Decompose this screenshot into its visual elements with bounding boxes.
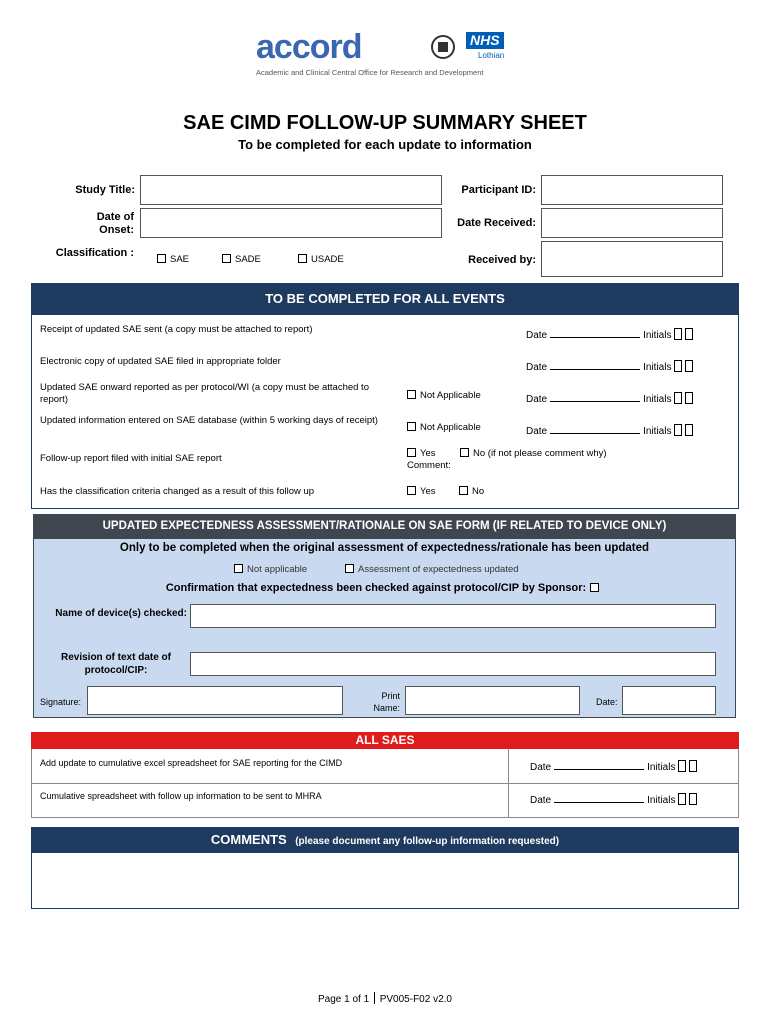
all-events-heading: TO BE COMPLETED FOR ALL EVENTS — [31, 283, 739, 315]
nhs-logo: NHS — [466, 32, 504, 49]
initial-box-icon[interactable] — [689, 760, 697, 772]
row-6-no[interactable]: No — [459, 486, 484, 498]
event-row-4-date[interactable]: Date Initials — [526, 424, 693, 437]
initial-box-icon[interactable] — [674, 392, 682, 404]
date-of-onset-field[interactable] — [140, 208, 442, 238]
footer — [0, 992, 770, 1005]
opt-assessment-updated[interactable]: Assessment of expectedness updated — [345, 564, 519, 576]
event-row-3-date[interactable]: Date Initials — [526, 392, 693, 405]
print-name-field[interactable] — [405, 686, 580, 715]
accord-logo — [256, 28, 516, 80]
sae-checkbox[interactable] — [157, 254, 166, 263]
initial-box-icon[interactable] — [678, 793, 686, 805]
all-saes-divider-h — [31, 783, 739, 784]
classification-label: Classification : — [55, 247, 134, 259]
yes-checkbox[interactable] — [407, 448, 416, 457]
event-row-2: Electronic copy of updated SAE filed in appropriate folder — [40, 356, 281, 367]
event-row-1: Receipt of updated SAE sent (a copy must be attached to report) — [40, 324, 313, 335]
classification-sade[interactable]: SADE — [222, 254, 261, 266]
sae-row-1-date[interactable]: Date Initials — [530, 760, 697, 773]
event-row-2-date[interactable]: Date Initials — [526, 360, 693, 373]
expectedness-note: Only to be completed when the original assessment of expectedness/rationale has been updated — [119, 542, 650, 554]
opt-not-applicable[interactable]: Not applicable — [234, 564, 307, 576]
date-label: Date: — [596, 697, 618, 707]
sade-checkbox[interactable] — [222, 254, 231, 263]
crest-icon — [428, 34, 458, 60]
event-row-1-date[interactable]: Date Initials — [526, 328, 693, 341]
initial-box-icon[interactable] — [685, 360, 693, 372]
date-field[interactable] — [622, 686, 716, 715]
not-applicable-checkbox[interactable] — [407, 390, 416, 399]
row-3-not-applicable[interactable]: Not Applicable — [407, 390, 481, 402]
nhs-region: Lothian — [478, 51, 505, 60]
form-code: PV005-F02 v2.0 — [379, 994, 452, 1005]
signature-field[interactable] — [87, 686, 343, 715]
received-by-label: Received by: — [468, 254, 536, 266]
date-received-label: Date Received: — [457, 217, 536, 229]
confirmation-line[interactable]: Confirmation that expectedness been checked against protocol/CIP by Sponsor: — [33, 582, 736, 594]
print-name-label: Print Name: — [373, 691, 400, 713]
initial-box-icon[interactable] — [674, 328, 682, 340]
not-applicable-checkbox[interactable] — [407, 422, 416, 431]
revision-field[interactable] — [190, 652, 716, 676]
row-4-not-applicable[interactable]: Not Applicable — [407, 422, 481, 434]
not-applicable-checkbox[interactable] — [234, 564, 243, 573]
event-row-6: Has the classification criteria changed as a result of this follow up — [40, 486, 315, 497]
accord-brand: accord — [256, 28, 362, 66]
comments-heading — [31, 827, 739, 853]
initial-box-icon[interactable] — [685, 328, 693, 340]
comments-title: COMMENTS — [210, 832, 287, 847]
yes-checkbox[interactable] — [407, 486, 416, 495]
event-row-5: Follow-up report filed with initial SAE report — [40, 453, 222, 464]
expectedness-heading: UPDATED EXPECTEDNESS ASSESSMENT/RATIONALE ON SAE FORM (IF RELATED TO DEVICE ONLY) — [33, 514, 736, 539]
no-checkbox[interactable] — [460, 448, 469, 457]
revision-label: Revision of text date of protocol/CIP: — [60, 652, 171, 676]
all-saes-heading: ALL SAES — [31, 732, 739, 749]
classification-usade[interactable]: USADE — [298, 254, 344, 266]
study-title-field[interactable] — [140, 175, 442, 205]
usade-checkbox[interactable] — [298, 254, 307, 263]
initial-box-icon[interactable] — [685, 424, 693, 436]
row-6-yes[interactable]: Yes — [407, 486, 436, 498]
assessment-updated-checkbox[interactable] — [345, 564, 354, 573]
device-name-field[interactable] — [190, 604, 716, 628]
device-name-label: Name of device(s) checked: — [55, 608, 187, 619]
confirmation-checkbox[interactable] — [590, 583, 599, 592]
received-by-field[interactable] — [541, 241, 723, 277]
sae-row-2: Cumulative spreadsheet with follow up information to be sent to MHRA — [40, 791, 322, 801]
initial-box-icon[interactable] — [674, 360, 682, 372]
participant-id-label: Participant ID: — [461, 184, 536, 196]
event-row-3: Updated SAE onward reported as per protocol/WI (a copy must be attached to report) — [40, 382, 369, 405]
comments-note: (please document any follow-up information requested) — [295, 836, 560, 847]
date-of-onset-label: Date of Onset: — [96, 211, 134, 236]
participant-id-field[interactable] — [541, 175, 723, 205]
row-5-no[interactable]: No (if not please comment why) — [460, 448, 607, 460]
signature-label: Signature: — [40, 697, 82, 707]
page-title: SAE CIMD FOLLOW-UP SUMMARY SHEET — [183, 112, 587, 134]
sae-row-1: Add update to cumulative excel spreadsheet for SAE reporting for the CIMD — [40, 758, 343, 768]
initial-box-icon[interactable] — [689, 793, 697, 805]
study-title-label: Study Title: — [75, 184, 135, 196]
event-row-4: Updated information entered on SAE database (within 5 working days of receipt) — [40, 415, 378, 426]
comments-textarea[interactable] — [32, 853, 738, 908]
date-received-field[interactable] — [541, 208, 723, 238]
initial-box-icon[interactable] — [674, 424, 682, 436]
initial-box-icon[interactable] — [678, 760, 686, 772]
classification-sae[interactable]: SAE — [157, 254, 189, 266]
page-subtitle: To be completed for each update to information — [238, 137, 532, 152]
row-5-yes[interactable]: Yes — [407, 448, 436, 460]
accord-subtitle: Academic and Clinical Central Office for Research and Development — [256, 68, 484, 77]
initial-box-icon[interactable] — [685, 392, 693, 404]
no-checkbox[interactable] — [459, 486, 468, 495]
page-number: Page 1 of 1 — [318, 994, 370, 1005]
row-5-comment: Comment: — [407, 460, 451, 471]
sae-row-2-date[interactable]: Date Initials — [530, 793, 697, 806]
